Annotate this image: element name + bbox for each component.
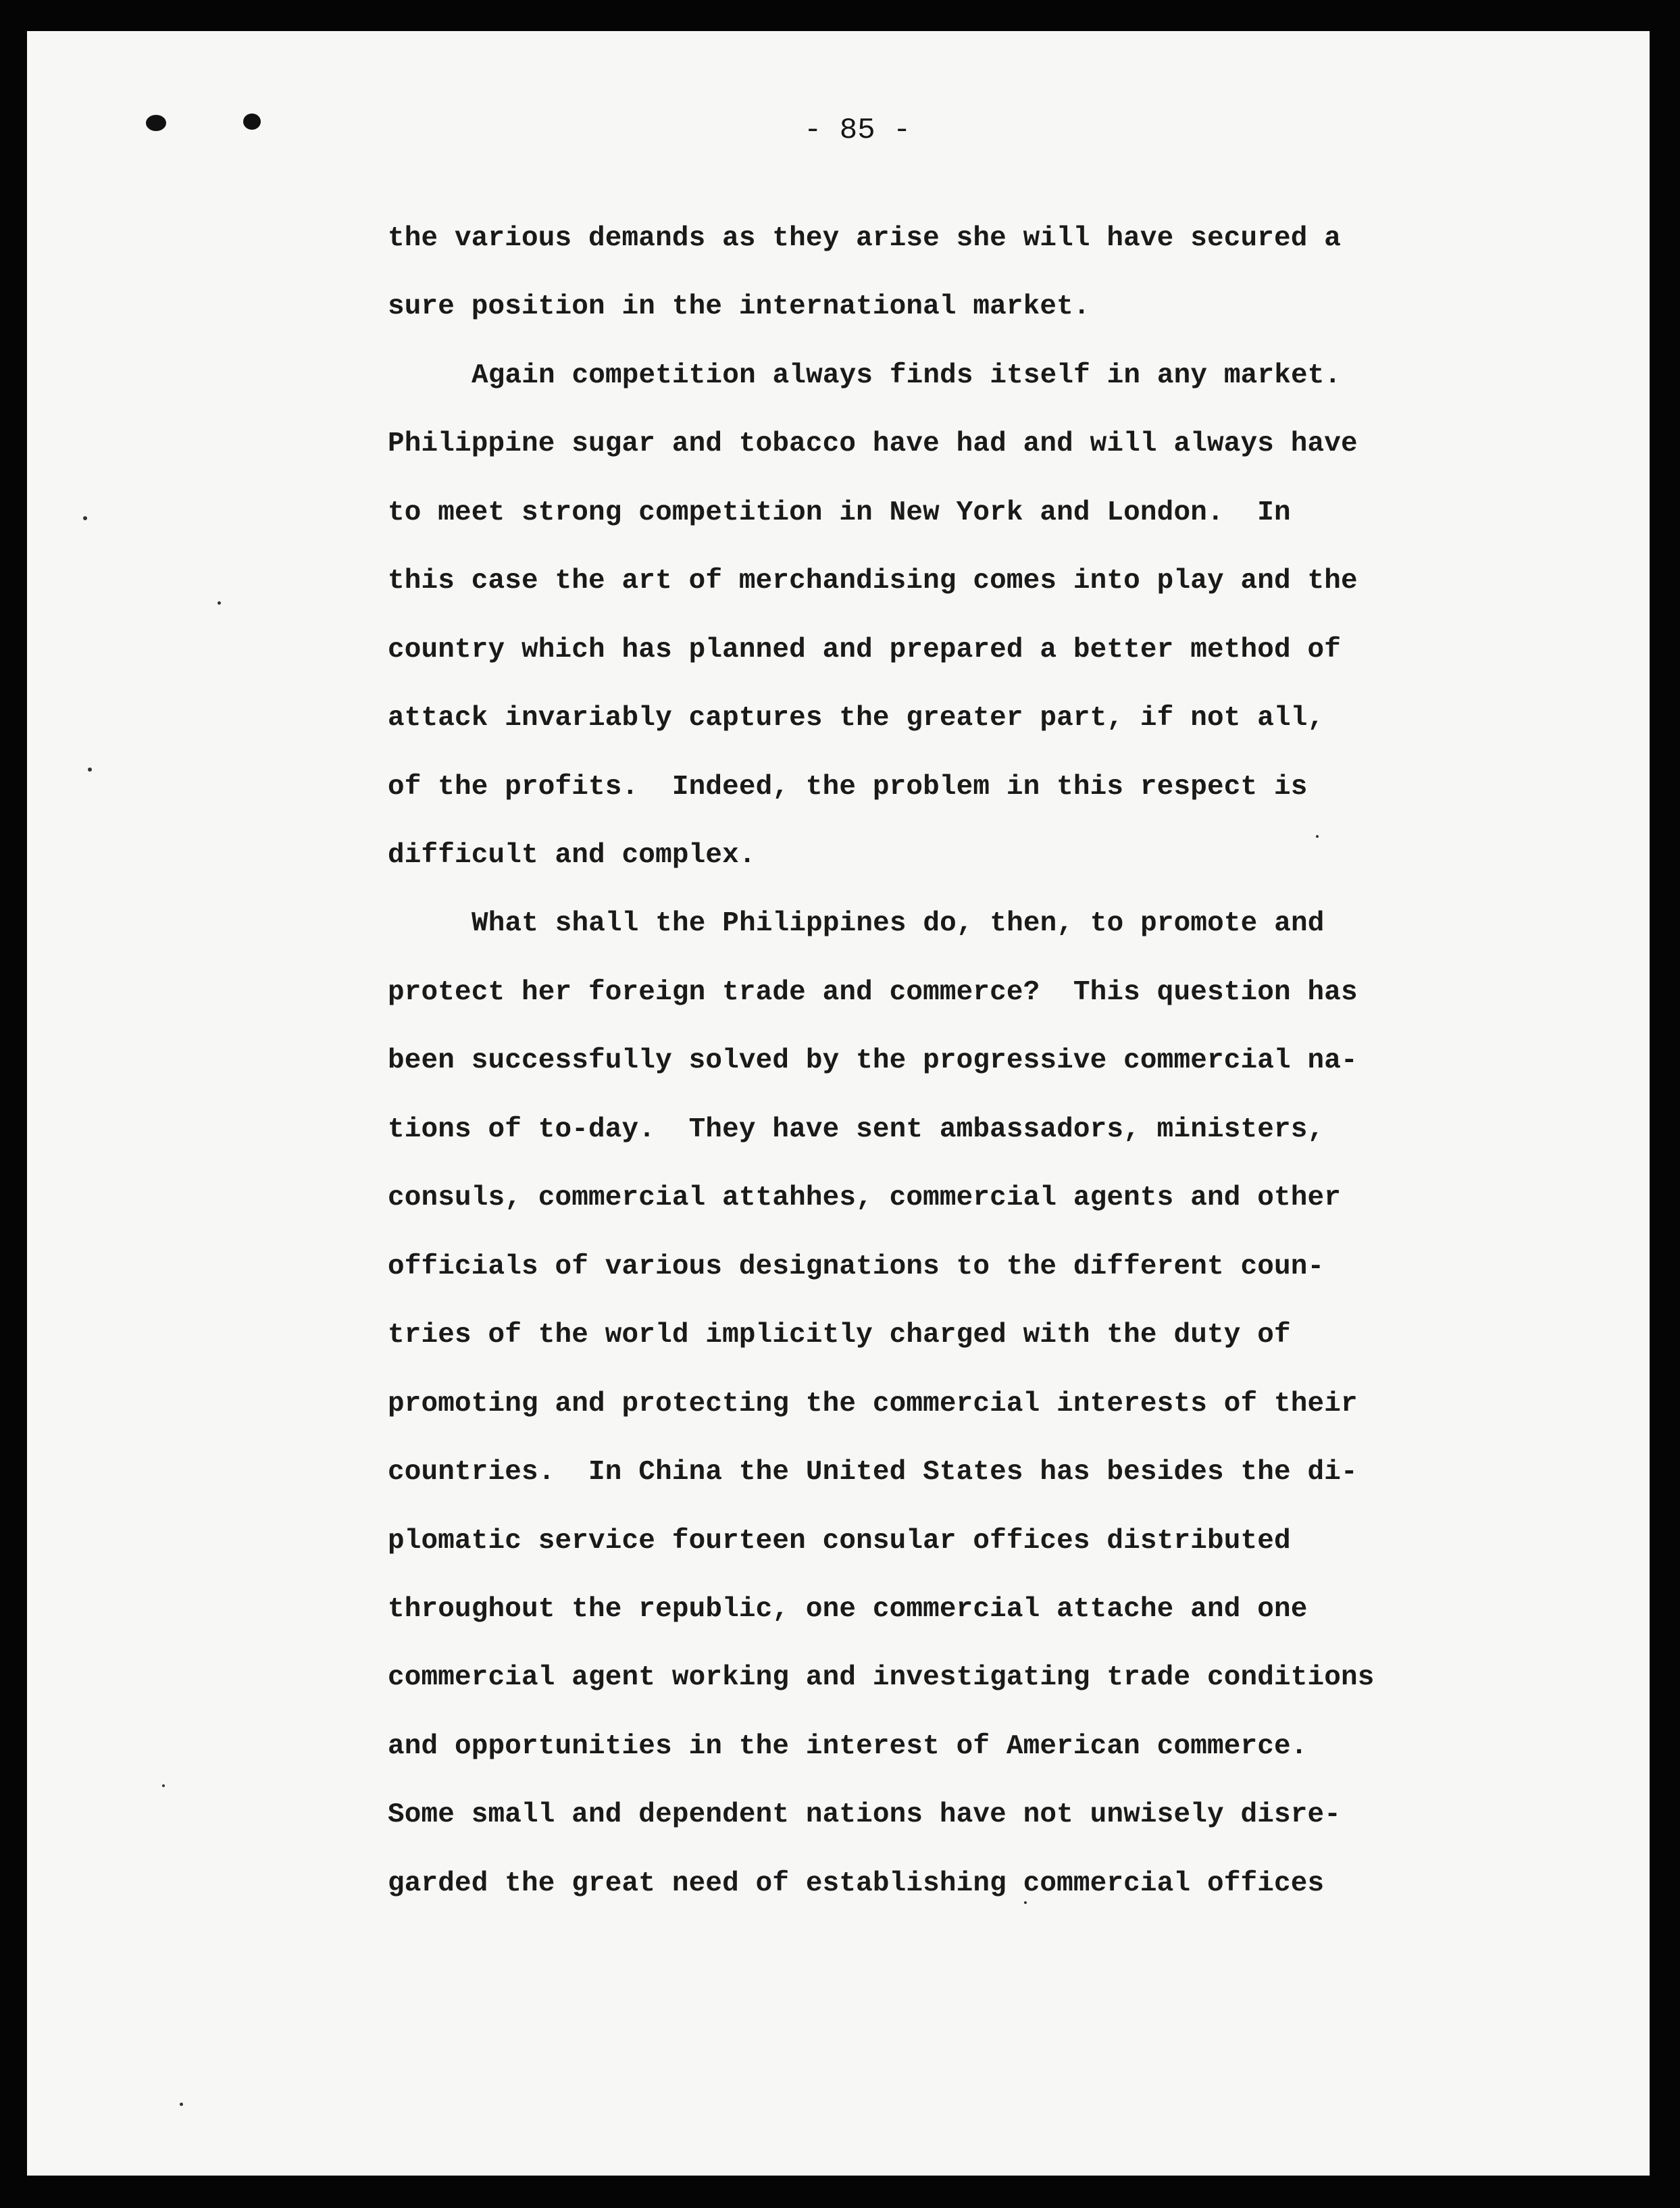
text-line: sure position in the international market. [388,291,1090,322]
page-number: - 85 - [804,114,911,147]
text-line: commercial agent working and investigating trade conditions [388,1662,1375,1693]
text-line: protect her foreign trade and commerce? This question has [388,977,1358,1008]
text-line: attack invariably captures the greater part, if not all, [388,703,1325,734]
binding-mark [146,115,166,131]
text-line: been successfully solved by the progressive commercial na- [388,1045,1358,1076]
text-line: and opportunities in the interest of American commerce. [388,1731,1308,1762]
text-line: of the profits. Indeed, the problem in this respect is [388,772,1308,803]
binding-mark [243,114,261,130]
text-line: Some small and dependent nations have not unwisely disre- [388,1799,1341,1830]
scan-speck [88,768,92,772]
text-line: What shall the Philippines do, then, to promote and [472,908,1325,939]
text-line: countries. In China the United States has besides the di- [388,1457,1358,1488]
text-line: Philippine sugar and tobacco have had and will always have [388,428,1358,459]
text-line: country which has planned and prepared a better method of [388,634,1341,666]
scan-speck [1316,835,1319,838]
text-line: the various demands as they arise she will have secured a [388,223,1341,254]
scan-speck [180,2103,183,2106]
text-line: to meet strong competition in New York and London. In [388,497,1291,528]
text-line: tions of to-day. They have sent ambassadors, ministers, [388,1114,1325,1145]
text-line: officials of various designations to the different coun- [388,1251,1325,1282]
scan-speck [218,601,221,605]
text-line: Again competition always finds itself in any market. [472,360,1342,391]
text-line: consuls, commercial attahhes, commercial agents and other [388,1182,1341,1213]
text-line: tries of the world implicitly charged with the duty of [388,1320,1291,1351]
scan-speck [1024,1901,1027,1904]
document-page [27,31,1650,2176]
text-line: garded the great need of establishing commercial offices [388,1868,1325,1899]
text-line: plomatic service fourteen consular offices distributed [388,1526,1291,1557]
text-line: difficult and complex. [388,840,756,871]
text-line: this case the art of merchandising comes into play and the [388,566,1358,597]
scan-speck [83,516,87,520]
text-line: throughout the republic, one commercial attache and one [388,1594,1308,1625]
text-line: promoting and protecting the commercial interests of their [388,1388,1358,1420]
scan-speck [162,1784,165,1787]
